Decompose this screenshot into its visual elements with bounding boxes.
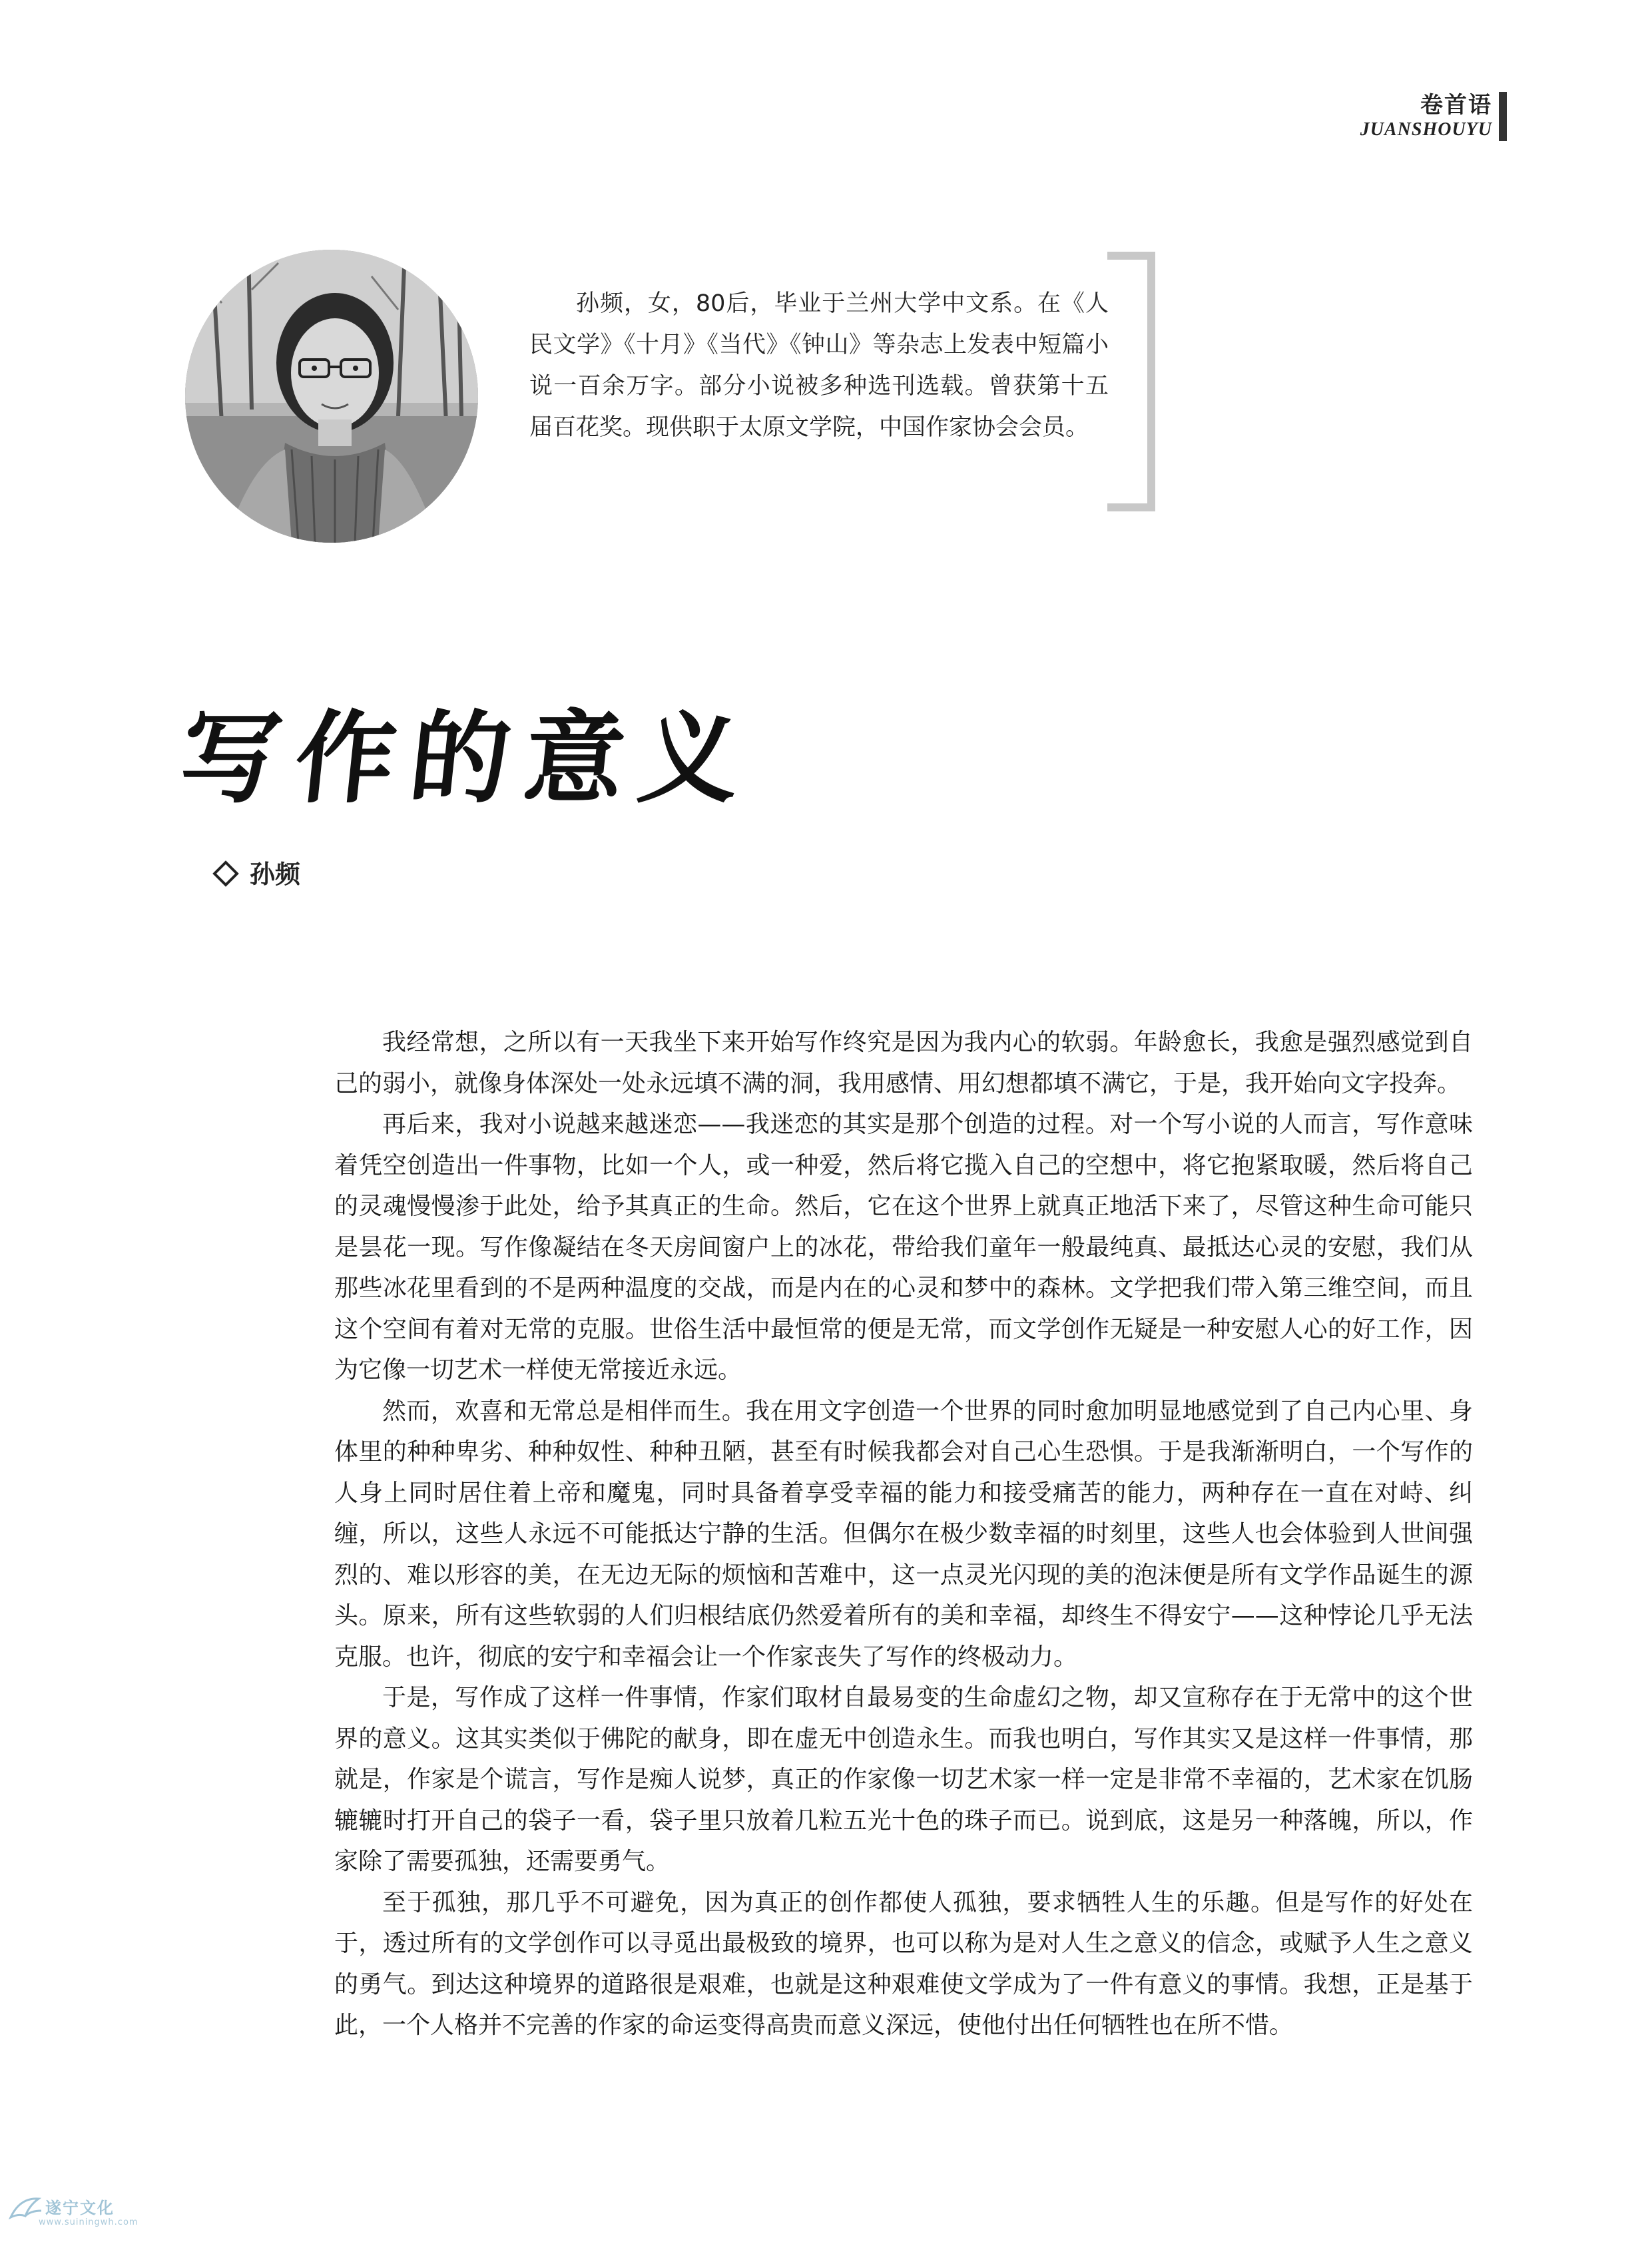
section-bar-divider [1499, 92, 1507, 141]
paragraph: 至于孤独，那几乎不可避免，因为真正的创作都使人孤独，要求牺牲人生的乐趣。但是写作的好处在于，透过所有的文学创作可以寻觅出最极致的境界，也可以称为是对人生之意义的信念，或赋予人生之意义的勇气。到达这种境界的道路很是艰难，也就是这种艰难使文学成为了一件有意义的事情。我想，正是基于此，一个人格并不完善的作家的命运变得高贵而意义深远，使他付出任何牺牲也在所不惜。 [334, 1888, 1473, 2039]
paragraph: 于是，写作成了这样一件事情，作家们取材自最易变的生命虚幻之物，却又宣称存在于无常中的这个世界的意义。这其实类似于佛陀的献身，即在虚无中创造永生。而我也明白，写作其实又是这样一件事情，那就是，作家是个谎言，写作是痴人说梦，真正的作家像一切艺术家一样一定是非常不幸福的，艺术家在饥肠辘辘时打开自己的袋子一看，袋子里只放着几粒五光十色的珠子而已。说到底，这是另一种落魄，所以，作家除了需要孤独，还需要勇气。 [334, 1684, 1473, 1875]
watermark-url: www.suiningwh.com [39, 2217, 138, 2227]
article-byline [216, 859, 300, 890]
section-title-en: JUANSHOUYU [1360, 119, 1492, 140]
paragraph: 我经常想，之所以有一天我坐下来开始写作终究是因为我内心的软弱。年龄愈长，我愈是强烈感觉到自己的弱小，就像身体深处一处永远填不满的洞，我用感情、用幻想都填不满它，于是，我开始向文字投奔。 [334, 1029, 1473, 1097]
diamond-icon [212, 860, 239, 887]
author-bio: 孙频，女，80后，毕业于兰州大学中文系。在《人民文学》《十月》《当代》《钟山》等杂志上发表中短篇小说一百余万字。部分小说被多种选刊选载。曾获第十五届百花奖。现供职于太原文学院，中国作家协会会员。 [529, 290, 1109, 441]
section-tag [1360, 92, 1492, 141]
article-body [334, 1022, 1473, 2046]
watermark-name: 遂宁文化 [45, 2199, 115, 2217]
author-name: 孙频 [250, 860, 301, 889]
article-title: 写作的意义 [174, 701, 760, 817]
section-title-cn: 卷首语 [1420, 92, 1492, 119]
author-photo [185, 250, 478, 543]
watermark-logo [5, 2191, 138, 2237]
paragraph: 然而，欢喜和无常总是相伴而生。我在用文字创造一个世界的同时愈加明显地感觉到了自己内心里、身体里的种种卑劣、种种奴性、种种丑陋，甚至有时候我都会对自己心生恐惧。于是我渐渐明白，一个写作的人身上同时居住着上帝和魔鬼，同时具备着享受幸福的能力和接受痛苦的能力，两种存在一直在对峙、纠缠，所以，这些人永远不可能抵达宁静的生活。但偶尔在极少数幸福的时刻里，这些人也会体验到人世间强烈的、难以形容的美，在无边无际的烦恼和苦难中，这一点灵光闪现的美的泡沫便是所有文学作品诞生的源头。原来，所有这些软弱的人们归根结底仍然爱着所有的美和幸福，却终生不得安宁——这种悖论几乎无法克服。也许，彻底的安宁和幸福会让一个作家丧失了写作的终极动力。 [334, 1397, 1473, 1671]
bio-bracket-decoration [1107, 252, 1155, 511]
paragraph: 再后来，我对小说越来越迷恋——我迷恋的其实是那个创造的过程。对一个写小说的人而言，写作意味着凭空创造出一件事物，比如一个人，或一种爱，然后将它揽入自己的空想中，将它抱紧取暖，然后将自己的灵魂慢慢渗于此处，给予其真正的生命。然后，它在这个世界上就真正地活下来了，尽管这种生命可能只是昙花一现。写作像凝结在冬天房间窗户上的冰花，带给我们童年一般最纯真、最抵达心灵的安慰，我们从那些冰花里看到的不是两种温度的交战，而是内在的心灵和梦中的森林。文学把我们带入第三维空间，而且这个空间有着对无常的克服。世俗生活中最恒常的便是无常，而文学创作无疑是一种安慰人心的好工作，因为它像一切艺术一样使无常接近永远。 [334, 1111, 1473, 1384]
